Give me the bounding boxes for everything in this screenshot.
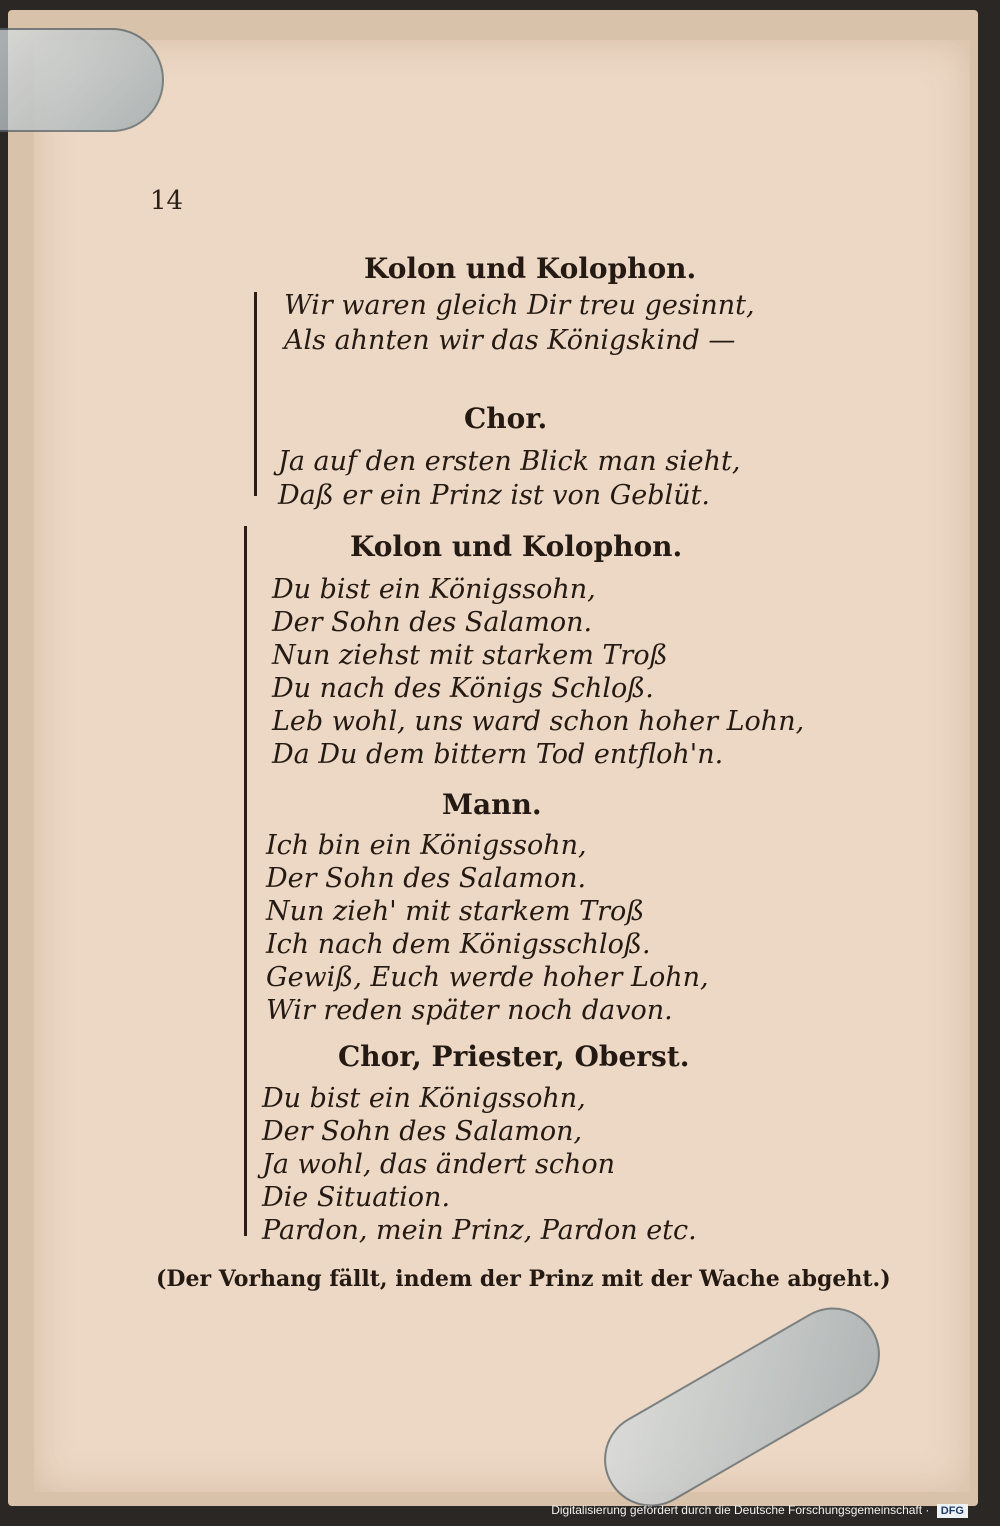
page-clip-top: [0, 28, 164, 132]
bracket: [254, 292, 257, 496]
speaker-heading: Chor, Priester, Oberst.: [338, 1040, 690, 1073]
credit-text: Digitalisierung gefördert durch die Deutsche Forschungsgemeinschaft ·: [551, 1503, 930, 1517]
verse-line: Da Du dem bittern Tod entfloh'n.: [272, 739, 724, 770]
verse-line: Als ahnten wir das Königskind —: [284, 325, 736, 356]
page-number: 14: [150, 186, 184, 216]
verse-line: Nun ziehst mit starkem Troß: [272, 640, 668, 671]
verse-line: Der Sohn des Salamon,: [262, 1116, 583, 1147]
verse-line: Nun zieh' mit starkem Troß: [266, 896, 645, 927]
verse-line: Die Situation.: [262, 1182, 451, 1213]
verse-line: Ich nach dem Königsschloß.: [266, 929, 651, 960]
stage-direction: (Der Vorhang fällt, indem der Prinz mit der Wache abgeht.): [156, 1266, 891, 1292]
dfg-logo: DFG: [937, 1504, 968, 1518]
verse-line: Leb wohl, uns ward schon hoher Lohn,: [272, 706, 805, 737]
digitization-credit: [551, 1503, 968, 1518]
verse-line: Daß er ein Prinz ist von Geblüt.: [278, 480, 711, 511]
verse-line: Ja wohl, das ändert schon: [262, 1149, 615, 1180]
verse-line: Ja auf den ersten Blick man sieht,: [278, 446, 741, 477]
verse-line: Der Sohn des Salamon.: [272, 607, 593, 638]
verse-line: Du nach des Königs Schloß.: [272, 673, 654, 704]
speaker-heading: Chor.: [464, 402, 548, 435]
bracket: [244, 526, 247, 1236]
verse-line: Wir waren gleich Dir treu gesinnt,: [284, 290, 755, 321]
verse-line: Gewiß, Euch werde hoher Lohn,: [266, 962, 709, 993]
verse-line: Du bist ein Königssohn,: [272, 574, 596, 605]
speaker-heading: Kolon und Kolophon.: [364, 252, 697, 285]
speaker-heading: Kolon und Kolophon.: [350, 530, 683, 563]
verse-line: Pardon, mein Prinz, Pardon etc.: [262, 1215, 697, 1246]
verse-line: Du bist ein Königssohn,: [262, 1083, 586, 1114]
verse-line: Wir reden später noch davon.: [266, 995, 673, 1026]
verse-line: Ich bin ein Königssohn,: [266, 830, 587, 861]
verse-line: Der Sohn des Salamon.: [266, 863, 587, 894]
speaker-heading: Mann.: [442, 788, 542, 821]
